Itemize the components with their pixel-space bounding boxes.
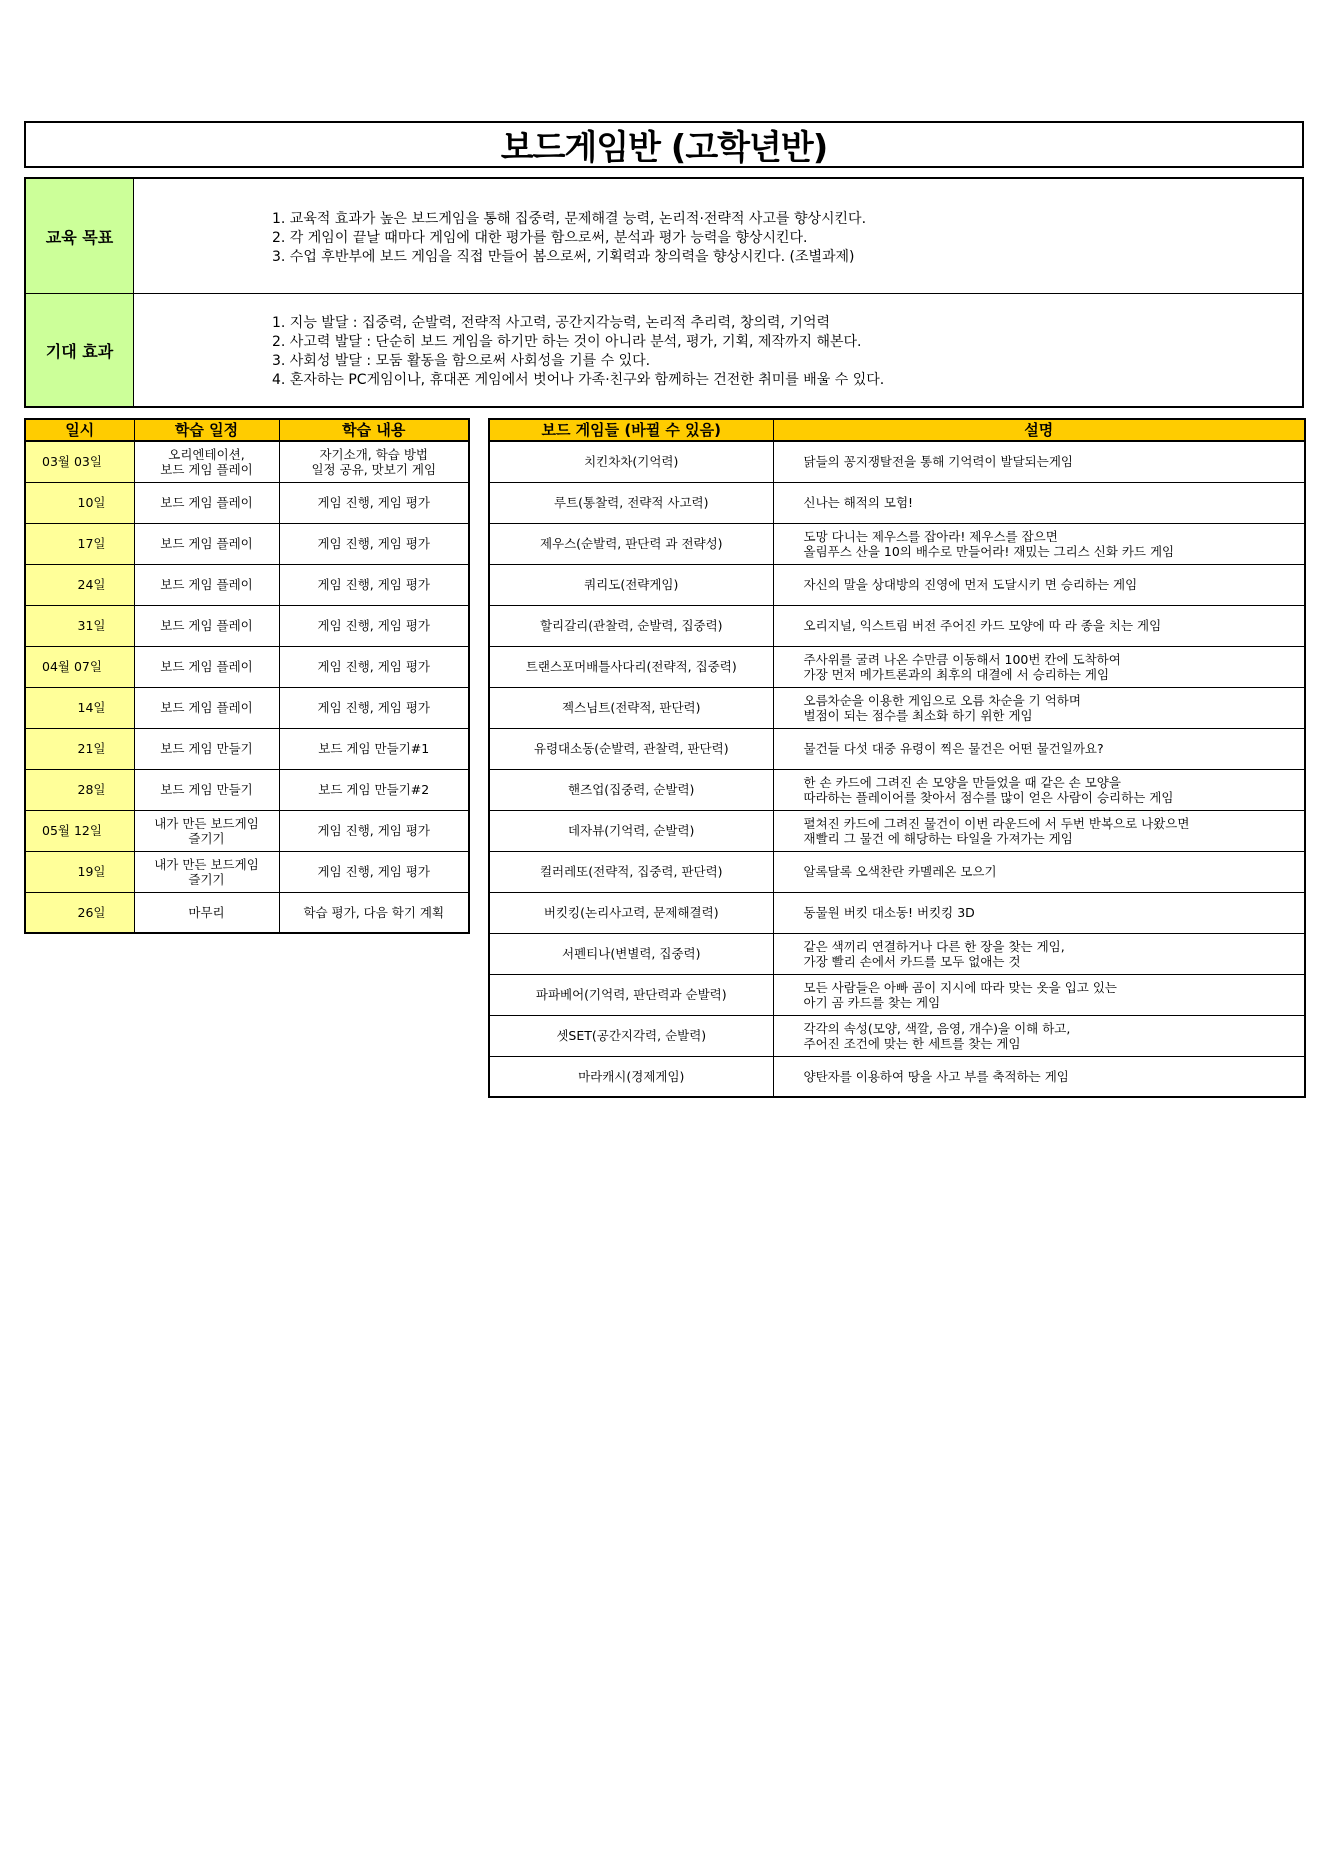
schedule-plan: 보드 게임 만들기 (134, 728, 279, 769)
schedule-plan: 내가 만든 보드게임 즐기기 (134, 810, 279, 851)
schedule-row (25, 646, 469, 687)
schedule-date: 28일 (25, 769, 134, 810)
schedule-header-row (25, 419, 469, 441)
games-header-desc: 설명 (773, 419, 1305, 441)
effect-item: 2. 사고력 발달 : 단순히 보드 게임을 하기만 하는 것이 아니라 분석, 평가, 기획, 제작까지 해본다. (272, 334, 862, 350)
game-desc: 양탄자를 이용하여 땅을 사고 부를 축적하는 게임 (773, 1056, 1305, 1097)
game-desc: 도망 다니는 제우스를 잡아라! 제우스를 잡으면 올림푸스 산을 10의 배수로 만들어라! 재밌는 그리스 신화 카드 게임 (773, 523, 1305, 564)
games-table (488, 418, 1306, 1098)
game-name: 데자뷰(기억력, 순발력) (489, 810, 773, 851)
game-row (489, 810, 1305, 851)
game-desc: 펼쳐진 카드에 그려진 물건이 이번 라운드에 서 두번 반복으로 나왔으면 재빨리 그 물건 에 해당하는 타일을 가져가는 게임 (773, 810, 1305, 851)
games-header-name: 보드 게임들 (바뀔 수 있음) (489, 419, 773, 441)
game-row (489, 851, 1305, 892)
game-name: 할리갈리(관찰력, 순발력, 집중력) (489, 605, 773, 646)
schedule-date: 31일 (25, 605, 134, 646)
schedule-content: 자기소개, 학습 방법 일정 공유, 맛보기 게임 (279, 441, 469, 482)
effect-item: 1. 지능 발달 : 집중력, 순발력, 전략적 사고력, 공간지각능력, 논리적 추리력, 창의력, 기억력 (272, 315, 830, 331)
schedule-date: 14일 (25, 687, 134, 728)
game-name: 셋SET(공간지각력, 순발력) (489, 1015, 773, 1056)
game-row (489, 1015, 1305, 1056)
game-name: 젝스님트(전략적, 판단력) (489, 687, 773, 728)
schedule-row (25, 851, 469, 892)
effects-row (26, 293, 1302, 406)
game-desc: 알록달록 오색찬란 카멜레온 모으기 (773, 851, 1305, 892)
game-desc: 신나는 해적의 모험! (773, 482, 1305, 523)
schedule-date: 10일 (25, 482, 134, 523)
goal-item: 2. 각 게임이 끝날 때마다 게임에 대한 평가를 함으로써, 분석과 평가 능력을 향상시킨다. (272, 229, 808, 246)
schedule-row (25, 892, 469, 933)
game-desc: 각각의 속성(모양, 색깔, 음영, 개수)을 이해 하고, 주어진 조건에 맞는 한 세트를 찾는 게임 (773, 1015, 1305, 1056)
effects-label: 기대 효과 (26, 294, 134, 406)
game-name: 버킷킹(논리사고력, 문제해결력) (489, 892, 773, 933)
game-name: 핸즈업(집중력, 순발력) (489, 769, 773, 810)
schedule-content: 게임 진행, 게임 평가 (279, 810, 469, 851)
effect-item: 4. 혼자하는 PC게임이나, 휴대폰 게임에서 벗어나 가족·친구와 함께하는 건전한 취미를 배울 수 있다. (272, 372, 885, 388)
schedule-row (25, 564, 469, 605)
schedule-header-content: 학습 내용 (279, 419, 469, 441)
game-desc: 오리지널, 익스트림 버전 주어진 카드 모양에 따 라 종을 치는 게임 (773, 605, 1305, 646)
schedule-content: 게임 진행, 게임 평가 (279, 564, 469, 605)
game-row (489, 441, 1305, 482)
schedule-date: 17일 (25, 523, 134, 564)
goals-row (26, 179, 1302, 293)
game-name: 서펜티나(변별력, 집중력) (489, 933, 773, 974)
game-row (489, 564, 1305, 605)
game-name: 트랜스포머배틀사다리(전략적, 집중력) (489, 646, 773, 687)
game-name: 루트(통찰력, 전략적 사고력) (489, 482, 773, 523)
goals-list (134, 179, 1302, 293)
game-row (489, 728, 1305, 769)
schedule-content: 게임 진행, 게임 평가 (279, 482, 469, 523)
game-name: 쿼리도(전략게임) (489, 564, 773, 605)
game-name: 컬러레또(전략적, 집중력, 판단력) (489, 851, 773, 892)
effect-item: 3. 사회성 발달 : 모둠 활동을 함으로써 사회성을 기를 수 있다. (272, 353, 651, 369)
info-box (24, 177, 1304, 408)
game-row (489, 892, 1305, 933)
game-name: 제우스(순발력, 판단력 과 전략성) (489, 523, 773, 564)
game-row (489, 687, 1305, 728)
schedule-row (25, 523, 469, 564)
schedule-content: 게임 진행, 게임 평가 (279, 605, 469, 646)
game-row (489, 482, 1305, 523)
schedule-date: 04월 07일 (25, 646, 134, 687)
schedule-plan: 보드 게임 플레이 (134, 646, 279, 687)
games-header-row (489, 419, 1305, 441)
game-row (489, 933, 1305, 974)
schedule-row (25, 687, 469, 728)
schedule-date: 19일 (25, 851, 134, 892)
game-row (489, 523, 1305, 564)
game-name: 마라캐시(경제게임) (489, 1056, 773, 1097)
schedule-content: 학습 평가, 다음 학기 계획 (279, 892, 469, 933)
game-desc: 모든 사람들은 아빠 곰이 지시에 따라 맞는 옷을 입고 있는 아기 곰 카드를 찾는 게임 (773, 974, 1305, 1015)
schedule-row (25, 605, 469, 646)
page-title: 보드게임반 (고학년반) (24, 121, 1304, 168)
game-row (489, 605, 1305, 646)
game-desc: 같은 색끼리 연결하거나 다른 한 장을 찾는 게임, 가장 빨리 손에서 카드를 모두 없애는 것 (773, 933, 1305, 974)
schedule-plan: 보드 게임 플레이 (134, 687, 279, 728)
schedule-row (25, 810, 469, 851)
game-desc: 오름차순을 이용한 게임으로 오름 차순을 기 억하며 벌점이 되는 점수를 최소화 하기 위한 게임 (773, 687, 1305, 728)
effects-list (134, 294, 1302, 406)
schedule-row (25, 769, 469, 810)
goals-label: 교육 목표 (26, 179, 134, 293)
schedule-row (25, 482, 469, 523)
game-name: 치킨차차(기억력) (489, 441, 773, 482)
schedule-plan: 보드 게임 만들기 (134, 769, 279, 810)
game-desc: 동물원 버킷 대소동! 버킷킹 3D (773, 892, 1305, 933)
game-name: 유령대소동(순발력, 관찰력, 판단력) (489, 728, 773, 769)
schedule-plan: 오리엔테이션, 보드 게임 플레이 (134, 441, 279, 482)
schedule-header-date: 일시 (25, 419, 134, 441)
game-desc: 주사위를 굴려 나온 수만큼 이동해서 100번 칸에 도착하여 가장 먼저 메가트론과의 최후의 대결에 서 승리하는 게임 (773, 646, 1305, 687)
schedule-content: 게임 진행, 게임 평가 (279, 646, 469, 687)
game-row (489, 1056, 1305, 1097)
game-row (489, 646, 1305, 687)
goal-item: 1. 교육적 효과가 높은 보드게임을 통해 집중력, 문제해결 능력, 논리적·전략적 사고를 향상시킨다. (272, 210, 867, 227)
game-desc: 물건들 다섯 대중 유령이 찍은 물건은 어떤 물건일까요? (773, 728, 1305, 769)
schedule-date: 21일 (25, 728, 134, 769)
schedule-plan: 보드 게임 플레이 (134, 564, 279, 605)
schedule-content: 보드 게임 만들기#2 (279, 769, 469, 810)
game-name: 파파베어(기억력, 판단력과 순발력) (489, 974, 773, 1015)
goal-item: 3. 수업 후반부에 보드 게임을 직접 만들어 봄으로써, 기획력과 창의력을 향상시킨다. (조별과제) (272, 248, 855, 265)
schedule-row (25, 728, 469, 769)
game-desc: 한 손 카드에 그려진 손 모양을 만들었을 때 같은 손 모양을 따라하는 플레이어를 찾아서 점수를 많이 얻은 사람이 승리하는 게임 (773, 769, 1305, 810)
schedule-plan: 보드 게임 플레이 (134, 523, 279, 564)
schedule-plan: 내가 만든 보드게임 즐기기 (134, 851, 279, 892)
game-desc: 닭들의 꽁지쟁탈전을 통해 기억력이 발달되는게임 (773, 441, 1305, 482)
schedule-date: 05월 12일 (25, 810, 134, 851)
game-row (489, 769, 1305, 810)
schedule-date: 03월 03일 (25, 441, 134, 482)
schedule-content: 게임 진행, 게임 평가 (279, 851, 469, 892)
schedule-body (25, 441, 469, 933)
game-desc: 자신의 말을 상대방의 진영에 먼저 도달시키 면 승리하는 게임 (773, 564, 1305, 605)
schedule-table (24, 418, 470, 934)
schedule-row (25, 441, 469, 482)
schedule-header-plan: 학습 일정 (134, 419, 279, 441)
games-body (489, 441, 1305, 1097)
game-row (489, 974, 1305, 1015)
schedule-content: 게임 진행, 게임 평가 (279, 523, 469, 564)
schedule-content: 보드 게임 만들기#1 (279, 728, 469, 769)
schedule-date: 24일 (25, 564, 134, 605)
schedule-content: 게임 진행, 게임 평가 (279, 687, 469, 728)
schedule-plan: 보드 게임 플레이 (134, 605, 279, 646)
schedule-plan: 보드 게임 플레이 (134, 482, 279, 523)
schedule-date: 26일 (25, 892, 134, 933)
schedule-plan: 마무리 (134, 892, 279, 933)
